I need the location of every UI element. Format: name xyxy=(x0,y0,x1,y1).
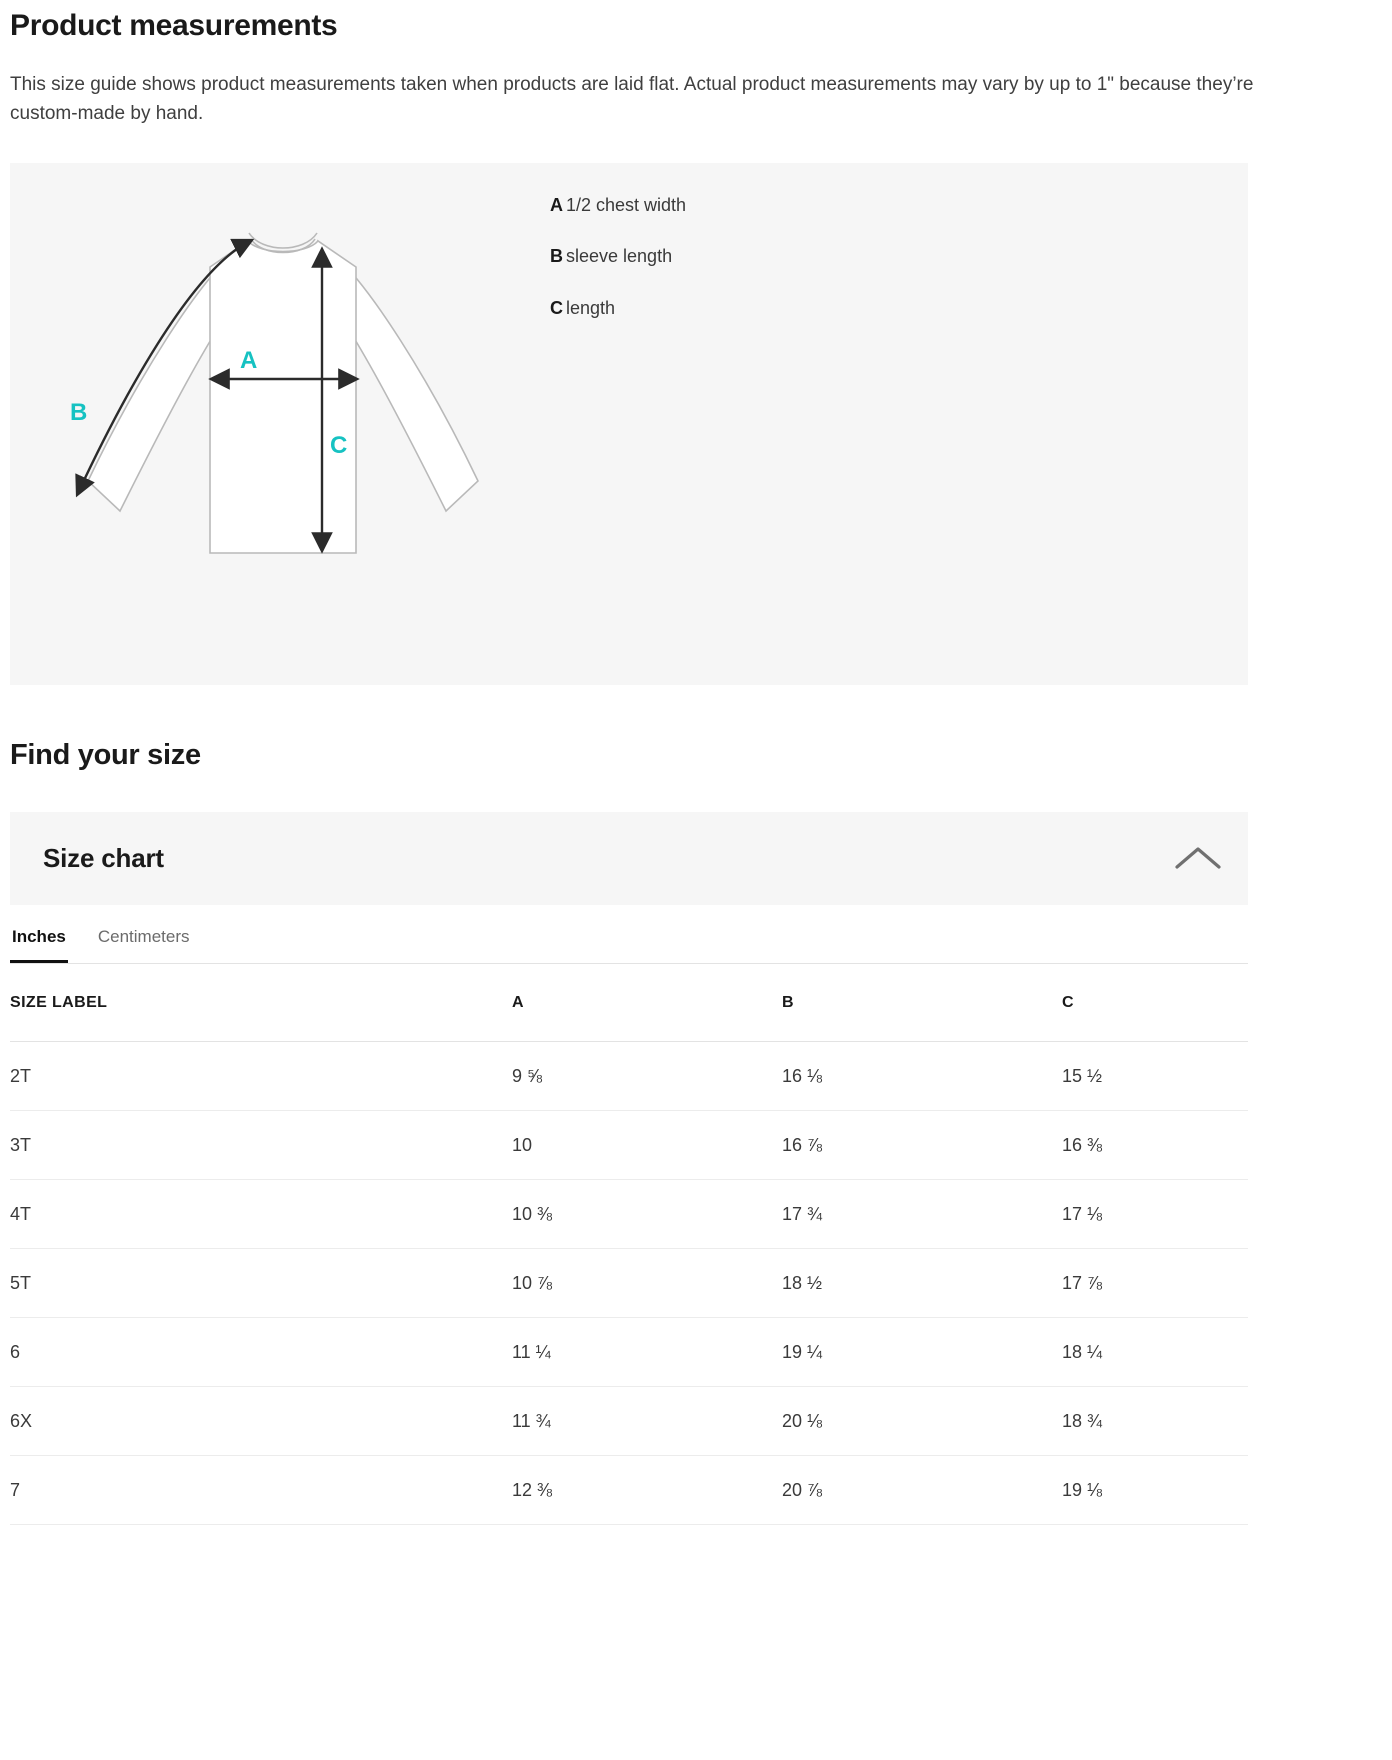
cell-a: 10 xyxy=(512,1110,782,1179)
cell-b: 16 ⅞ xyxy=(782,1110,1062,1179)
size-chart-title: Size chart xyxy=(43,842,164,873)
cell-size: 6X xyxy=(10,1386,512,1455)
section-description: This size guide shows product measurements taken when products are laid flat. Actual product measurements may vary by up to 1" because they’re custom-made by hand. xyxy=(10,74,1254,125)
cell-b: 20 ⅛ xyxy=(782,1386,1062,1455)
column-header-b: B xyxy=(782,964,1062,1042)
cell-a: 9 ⅝ xyxy=(512,1041,782,1110)
unit-tabs xyxy=(10,927,1248,964)
size-chart-table xyxy=(10,964,1248,1525)
legend-key-b: B xyxy=(550,246,563,267)
cell-size: 2T xyxy=(10,1041,512,1110)
cell-c: 17 ⅛ xyxy=(1062,1179,1248,1248)
legend-item-a xyxy=(550,195,686,217)
table-row xyxy=(10,1386,1248,1455)
find-your-size-title: Find your size xyxy=(10,738,201,771)
cell-size: 7 xyxy=(10,1455,512,1524)
cell-size: 4T xyxy=(10,1179,512,1248)
cell-c: 18 ¾ xyxy=(1062,1386,1248,1455)
cell-c: 16 ⅜ xyxy=(1062,1110,1248,1179)
column-header-a: A xyxy=(512,964,782,1042)
shirt-diagram xyxy=(10,163,550,583)
cell-size: 6 xyxy=(10,1317,512,1386)
cell-a: 11 ¼ xyxy=(512,1317,782,1386)
measurement-diagram-panel xyxy=(10,163,1248,685)
tab-inches[interactable]: Inches xyxy=(10,927,68,963)
tab-centimeters[interactable]: Centimeters xyxy=(96,927,192,963)
table-row xyxy=(10,1179,1248,1248)
size-guide-page xyxy=(0,8,1392,1525)
marker-a-label: A xyxy=(240,346,258,374)
legend-text-c: length xyxy=(566,298,616,319)
cell-a: 11 ¾ xyxy=(512,1386,782,1455)
cell-a: 10 ⅞ xyxy=(512,1248,782,1317)
cell-b: 20 ⅞ xyxy=(782,1455,1062,1524)
legend-key-c: C xyxy=(550,298,563,319)
cell-b: 17 ¾ xyxy=(782,1179,1062,1248)
size-chart-header[interactable] xyxy=(10,812,1248,905)
cell-b: 19 ¼ xyxy=(782,1317,1062,1386)
table-row xyxy=(10,1110,1248,1179)
cell-b: 18 ½ xyxy=(782,1248,1062,1317)
marker-c-label: C xyxy=(330,431,348,459)
legend-item-b xyxy=(550,246,686,268)
legend-text-b: sleeve length xyxy=(566,246,673,267)
cell-size: 5T xyxy=(10,1248,512,1317)
column-header-c: C xyxy=(1062,964,1248,1042)
chevron-up-icon[interactable] xyxy=(1175,845,1221,871)
size-chart-card xyxy=(10,812,1248,1525)
cell-c: 15 ½ xyxy=(1062,1041,1248,1110)
cell-size: 3T xyxy=(10,1110,512,1179)
table-row xyxy=(10,1248,1248,1317)
table-row xyxy=(10,1455,1248,1524)
legend-key-a: A xyxy=(550,194,563,215)
marker-b-label: B xyxy=(70,398,88,426)
cell-b: 16 ⅛ xyxy=(782,1041,1062,1110)
cell-c: 19 ⅛ xyxy=(1062,1455,1248,1524)
table-header-row xyxy=(10,964,1248,1042)
cell-a: 10 ⅜ xyxy=(512,1179,782,1248)
table-row xyxy=(10,1317,1248,1386)
cell-a: 12 ⅜ xyxy=(512,1455,782,1524)
cell-c: 18 ¼ xyxy=(1062,1317,1248,1386)
legend-item-c xyxy=(550,298,686,320)
table-row xyxy=(10,1041,1248,1110)
legend-text-a: 1/2 chest width xyxy=(566,194,687,215)
diagram-legend xyxy=(550,195,686,350)
column-header-size-label: SIZE LABEL xyxy=(10,964,512,1042)
cell-c: 17 ⅞ xyxy=(1062,1248,1248,1317)
page-title: Product measurements xyxy=(10,9,338,42)
